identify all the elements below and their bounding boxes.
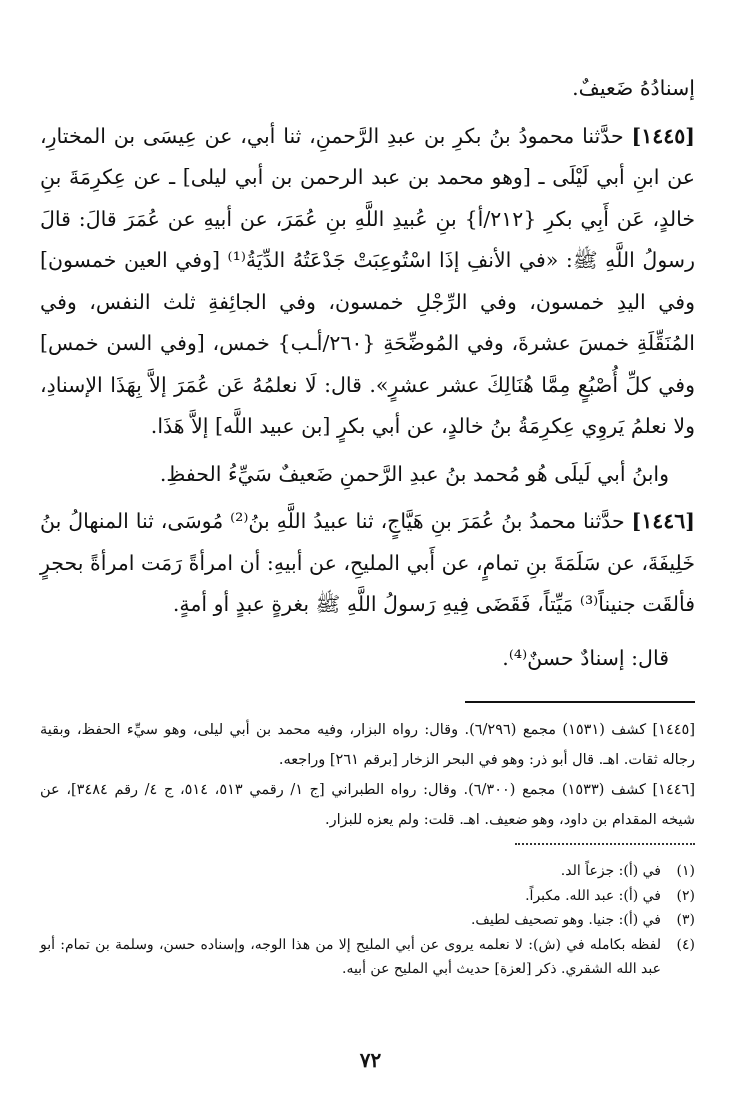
hadith-text: حدَّثنا محمدُ بنُ عُمَرَ بنِ هَيَّاجٍ، ثنا عبيدُ اللَّهِ بنُ⁽²⁾ مُوسَى، ثنا المنهالُ بنُ خَلِيفَةَ، عن سَلَمَةَ بنِ تمامٍ، عن أَبي المليحِ، عن أبيهِ: أن امرأةً رَمَت امرأةً بحجرٍ فألقَت جنيناً⁽³⁾ مَيِّتاً، فَقَضَى فِيهِ رَسولُ اللَّهِ ﷺ بغرةٍ عبدٍ أو أمةٍ. [40,509,695,616]
main-text [40,68,695,679]
footnote-number: (١) [676,863,695,879]
hadith-text: حدَّثنا محمودُ بنُ بكرِ بن عبدِ الرَّحمنِ، ثنا أبي، عن عِيسَى بن المختارِ، عن ابنِ أبي لَيْلَى ـ [وهو محمد بن عبد الرحمن بن أبي ليلى] ـ عن عِكرِمَةَ بنِ خالدٍ، عَن أَبِي بكرِ {٢١٢/أ} بنِ عُبيدِ اللَّهِ بنِ عُمَرَ، عن أبيهِ عن عُمَرَ قالَ: قالَ رسولُ اللَّهِ ﷺ: «في الأنفِ إذَا اسْتُوعِبَتْ جَدْعَتُهُ الدِّيَةُ⁽¹⁾ [وفي العين خمسون] وفي اليدِ خمسون، وفي الرِّجْلِ خمسون، وفي الجائِفةِ ثلث النفس، وفي المُنَقِّلَةِ خمسَ عشرةَ، وفي المُوضِّحَةِ {٢٦٠/أـب} خمس، [وفي السن خمس] وفي كلِّ أُصْبُعٍ مِمَّا هُنَالِكَ عشر عشرٍ». قال: لَا نعلمُهُ عَن عُمَرَ إلاَّ بِهَذَا الإسنادِ، ولا نعلمُ يَروِي عِكرِمَةُ بنُ خالدٍ، عن أبي بكرٍ [بن عبيد اللَّه] إلاَّ هَذَا. [40,123,695,438]
footnote-2 [40,884,695,909]
hadith-number: [١٤٤٥] [631,123,695,148]
footnote-number: (٢) [676,887,695,904]
hadith-number: [١٤٤٦] [631,509,695,533]
page-number: ٧٢ [359,1048,382,1072]
footnote-text: لفظه بكامله في (ش): لا نعلمه يروى عن أبي المليح إلا من هذا الوجه، وإسناده حسن، وسلمة بن تمام: أبو عبد الله الشقري. ذكر [لعزة] حديث أبي المليح عن أبيه. [40,936,661,977]
note-1446: [١٤٤٦] كشف (١٥٣٣) مجمع (٦/٣٠٠). وقال: رواه الطبراني [ج ١/ رقمي ٥١٣، ٥١٤، ج ٤/ رقم ٣٤٨٤]، عن شيخه المقدام بن داود، وهو ضعيف. اهـ. قلت: ولم يعزه للبزار. [40,782,695,828]
hadith-1445 [40,116,695,448]
footnote-text: في (أ): جنيا. وهو تصحيف لطيف. [470,912,661,928]
variant-footnotes [40,859,695,982]
footnote-4 [40,933,695,982]
footnote-text: في (أ): عبد الله. مكبراً. [525,887,661,904]
isnad-hasan-line: قال: إسنادٌ حسنٌ⁽⁴⁾. [502,645,669,670]
footnote-number: (٤) [676,936,695,953]
footnote-3 [40,908,695,933]
ibn-abi-layla-remark: وابنُ أبي لَيلَى هُو مُحمد بنُ عبدِ الرَّحمنِ ضَعيفٌ سَيِّءُ الحفظِ. [159,461,669,486]
hadith-1446 [40,501,695,626]
footnote-text: في (أ): جزعاً الد. [560,863,661,879]
isnad-weak-line: إسنادُهُ ضَعيفٌ. [572,76,695,100]
dotted-separator [515,843,695,845]
footnote-number: (٣) [676,912,695,928]
footnote-separator [465,701,695,703]
footnote-1 [40,859,695,884]
note-1445: [١٤٤٥] كشف (١٥٣١) مجمع (٦/٢٩٦). وقال: رواه البزار، وفيه محمد بن أبي ليلى، وهو سيِّء الحفظ، وبقية رجاله ثقات. اهـ. قال أبو ذر: وهو في البحر الزخار [برقم ٢٦١] وراجعه. [40,722,695,768]
takhrij-notes [40,715,695,835]
